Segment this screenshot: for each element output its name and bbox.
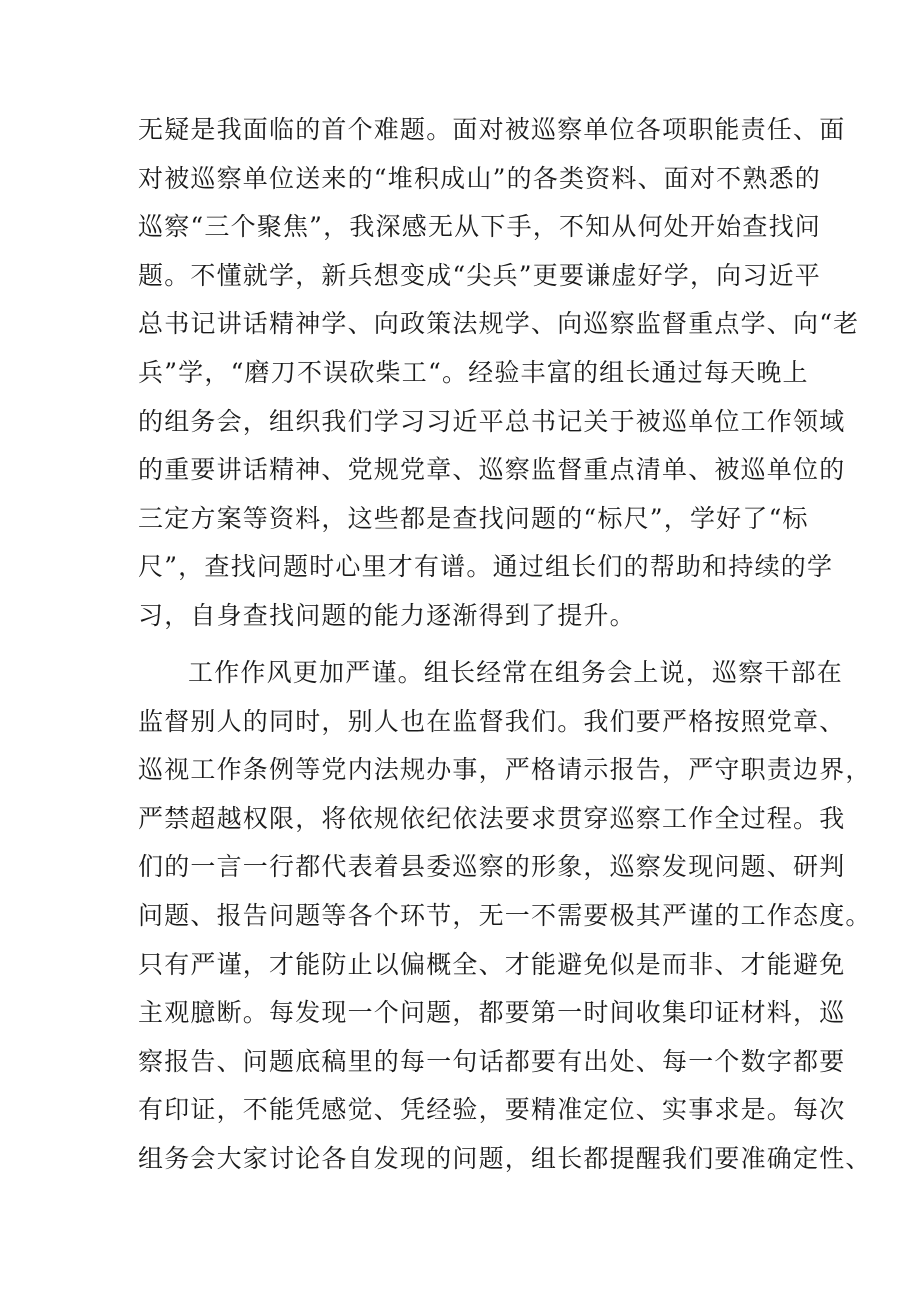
paragraph-2-line: 只有严谨，才能防止以偏概全、才能避免似是而非、才能避免 — [138, 949, 846, 979]
paragraph-2 — [138, 649, 872, 1184]
paragraph-1-line: 的组务会，组织我们学习习近平总书记关于被巡单位工作领域 — [138, 406, 846, 436]
paragraph-1-line: 兵”学，“磨刀不误砍柴工“。经验丰富的组长通过每天晚上 — [138, 357, 809, 387]
paragraph-1-line: 的重要讲话精神、党规党章、巡察监督重点清单、被巡单位的 — [138, 455, 846, 485]
paragraph-2-line: 监督别人的同时，别人也在监督我们。我们要严格按照党章、 — [138, 706, 846, 736]
paragraph-1-line: 对被巡察单位送来的“堆积成山”的各类资料、面对不熟悉的 — [138, 163, 821, 193]
paragraph-2-line: 巡视工作条例等党内法规办事，严格请示报告，严守职责边界， — [138, 755, 872, 785]
paragraph-2-line: 察报告、问题底稿里的每一句话都要有出处、每一个数字都要 — [138, 1046, 846, 1076]
paragraph-1-line: 巡察“三个聚焦”，我深感无从下手，不知从何处开始查找问 — [138, 212, 821, 242]
paragraph-2-line: 主观臆断。每发现一个问题，都要第一时间收集印证材料，巡 — [138, 998, 846, 1028]
paragraph-1-line: 三定方案等资料，这些都是查找问题的“标尺”，学好了“标 — [138, 503, 809, 533]
paragraph-1-line: 总书记讲话精神学、向政策法规学、向巡察监督重点学、向“老 — [138, 309, 860, 339]
paragraph-2-line: 问题、报告问题等各个环节，无一不需要极其严谨的工作态度。 — [138, 900, 872, 930]
paragraph-1 — [138, 106, 860, 641]
paragraph-2-line: 组务会大家讨论各自发现的问题，组长都提醒我们要准确定性、 — [138, 1143, 872, 1173]
paragraph-1-line: 题。不懂就学，新兵想变成“尖兵”更要谦虚好学，向习近平 — [138, 260, 821, 290]
paragraph-2-line: 有印证，不能凭感觉、凭经验，要精准定位、实事求是。每次 — [138, 1095, 846, 1125]
paragraph-1-line: 无疑是我面临的首个难题。面对被巡察单位各项职能责任、面 — [138, 115, 846, 144]
paragraph-1-line: 习，自身查找问题的能力逐渐得到了提升。 — [138, 600, 636, 630]
paragraph-1-line: 尺”，查找问题时心里才有谱。通过组长们的帮助和持续的学 — [138, 552, 834, 582]
paragraph-2-line: 们的一言一行都代表着县委巡察的形象，巡察发现问题、研判 — [138, 852, 846, 882]
paragraph-2-first-line: 工作作风更加严谨。组长经常在组务会上说，巡察干部在 — [188, 658, 844, 687]
paragraph-2-line: 严禁超越权限，将依规依纪依法要求贯穿巡察工作全过程。我 — [138, 803, 846, 833]
